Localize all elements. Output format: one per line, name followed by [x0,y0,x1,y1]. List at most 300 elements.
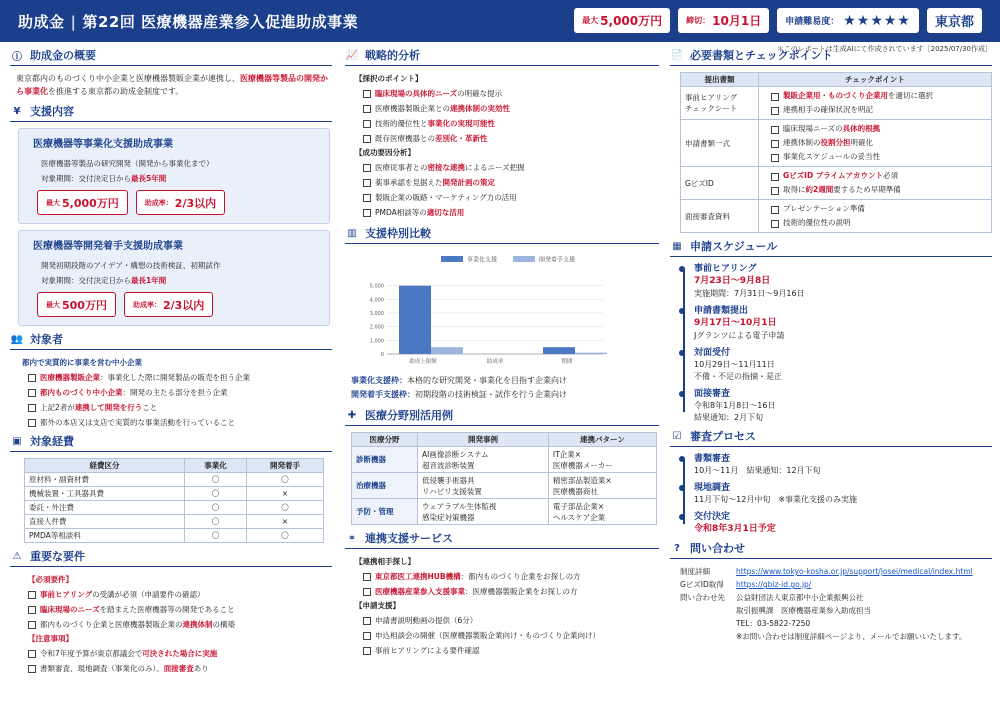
schedule-title: 申請書類提出 [694,306,749,316]
notice-item-text: 令和7年度予算が東京都議会で [40,649,143,658]
support-box-title: 医療機器等事業化支援助成事業 [33,139,173,150]
partner-label: 【連携相手探し】 [355,557,415,566]
support-box-title: 医療機器等開発着手支援助成事業 [33,241,183,252]
schedule-item [694,263,992,300]
case-example: 感染症対策機器 [422,512,475,522]
success-item-text: 薬事承認を見据えた [375,178,443,187]
schedule-date: 7月23日～9月8日 [694,276,771,286]
column-left [10,48,332,676]
doc-name [681,87,759,120]
point-item-highlight: 臨床現場の具体的ニーズ [375,89,458,98]
table-row [681,167,992,200]
schedule-detail: 10月29日～11月11日 [694,360,775,369]
target-item-highlight: 医療機器製販企業 [40,373,100,382]
support-box-pills [33,292,319,317]
table-cell: 原材料・副資材費 [25,473,185,487]
table-header-row [681,73,992,87]
target-sub: 都内で実質的に事業を営む中小企業 [22,358,142,367]
chart-x-tick: 助成上限額 [409,359,437,365]
doc-name-line: 面接審査資料 [685,211,730,221]
chart-icon: 📈 [345,49,359,61]
apply-item: 申込相談会の開催（医療機器製販企業向け・ものづくり企業向け） [345,628,659,643]
doc-check-text: 取得に [783,185,806,194]
table-header: 提出書類 [681,73,759,87]
cases-heading: ✚ 医療分野別活用例 [345,408,659,426]
partner-item-text: ：医療機器製販企業をお探しの方 [465,587,578,596]
table-cell: 〇 [185,529,247,543]
table-row [681,200,992,233]
support-box-desc: 医療機器等製品の研究開発（開発から事業化まで） [41,159,214,168]
table-header: 連携パターン [548,433,656,447]
contact-key [680,617,736,630]
case-pattern-line: ヘルスケア企業 [552,512,606,522]
success-item-text: 医療従事者との [375,163,428,172]
contact-link[interactable]: https://gbiz-id.go.jp/ [736,580,812,589]
review-title: 現地調査 [694,483,731,493]
handshake-icon: ⚭ [347,532,357,544]
compare-heading: ▥ 支援枠別比較 [345,226,659,244]
case-field: 治療機器 [352,473,418,499]
case-pattern-line: IT企業× [552,449,581,459]
contact-row [670,604,992,617]
target-item [10,400,332,415]
table-header: 医療分野 [352,433,418,447]
schedule-item [694,388,992,424]
chart-y-tick: 4,000 [369,297,384,304]
case-pattern [548,447,656,473]
doc-check-text: 臨床現場ニーズの [783,124,843,133]
point-item-highlight: 事業化の実現可能性 [427,119,495,128]
schedule-detail: 不備・不足の指摘・是正 [694,372,782,381]
table-cell: × [247,487,324,501]
partner-item-text: ：都内ものづくり企業をお探しの方 [460,572,581,581]
question-icon: ? [674,542,680,554]
chart-y-tick: 3,000 [369,311,384,317]
doc-checks [759,200,992,233]
bar-chart-icon: ▥ [347,227,357,239]
case-examples [418,473,549,499]
target-item-highlight: 都内ものづくり中小企業 [40,388,123,397]
doc-check-highlight: 役割分担 [820,138,851,147]
money-icon: ▣ [12,435,22,447]
rate-pill [124,292,213,317]
notice-item [10,646,332,661]
contact-row [670,565,992,578]
table-row [25,515,324,529]
doc-name [681,167,759,200]
max-value: 5,000万円 [62,196,119,210]
doc-checks [759,167,992,200]
must-item-text: 都内ものづくり企業と医療機器製販企業の [40,620,183,629]
must-item-highlight: 連携体制 [182,620,213,629]
success-item-highlight: 適切な活用 [426,208,465,217]
table-row [25,501,324,515]
doc-check [759,89,991,103]
doc-check-highlight: 約2週間 [805,185,834,194]
difficulty-badge: 申請難易度： ★★★★★ [777,8,919,33]
success-item-highlight: 密接な連携 [427,163,465,172]
table-header: 事業化 [185,459,247,473]
table-row [681,120,992,167]
compare-chart [351,250,611,368]
notice-item [10,661,332,676]
review-item [694,482,992,506]
support-box [18,230,330,326]
rate-value: 2/3以内 [162,298,205,312]
table-row [352,473,657,499]
schedule-heading: ▦ 申請スケジュール [670,239,992,257]
table-cell: 〇 [247,473,324,487]
max-amount-pill [37,190,128,215]
table-row [25,487,324,501]
notice-item-highlight: 面接審査 [163,664,194,673]
table-row [25,529,324,543]
docs-heading: 📄 必要書類とチェックポイント [670,48,992,66]
case-pattern-line: 精密部品製造業× [552,475,612,485]
page-header [0,0,1000,42]
table-cell: 〇 [247,529,324,543]
point-item-text: の明確な提示 [457,89,503,98]
table-header: 経費区分 [25,459,185,473]
period-label: 対象期間：交付決定日から [41,174,131,183]
must-item-highlight: 事前ヒアリング [40,590,93,599]
contact-key [680,630,736,643]
target-heading: 👥 対象者 [10,332,332,350]
doc-checks [759,120,992,167]
table-header: 開発着手 [247,459,324,473]
max-prefix: 最大 [46,300,60,309]
schedule-detail: Jグランツによる電子申請 [694,331,785,340]
must-item-highlight: 臨床現場のニーズ [40,605,100,614]
document-icon: 📄 [670,49,684,61]
review-item [694,511,992,536]
schedule-item [694,305,992,342]
schedule-detail: 令和8年1月8日～16日 [694,401,776,410]
target-item [10,370,332,385]
doc-name [681,200,759,233]
doc-check-text: 技術的優位性の説明 [783,218,851,227]
partner-item-highlight: 東京都医工連携HUB機構 [375,572,461,581]
target-item-text: ：開発の主たる部分を担う企業 [122,388,228,397]
page-title: 助成金 | 第22回 医療機器産業参入促進助成事業 [18,12,359,31]
table-cell: 機械装置・工具器具費 [25,487,185,501]
point-item [345,101,659,116]
max-amount-badge: 最大 5,000万円 [574,8,670,33]
doc-check [759,122,991,136]
case-pattern-line: 医療機器メーカー [552,460,613,470]
max-amount-pill [37,292,116,317]
doc-checks [759,87,992,120]
schedule-detail: 結果通知：2月下旬 [694,413,764,422]
column-right [670,48,992,643]
requirements-heading: ⚠ 重要な要件 [10,549,332,567]
success-item-highlight: 開発計画の策定 [442,178,495,187]
must-item [10,587,332,602]
period-value: 最長1年間 [131,276,167,285]
table-row [352,447,657,473]
table-row [352,499,657,525]
legend-label: 事業化支援 [467,256,498,264]
overview-text: 東京都内のものづくり中小企業と医療機器製販企業が連携し、医療機器等製品の開発から事業化を推進する東京都の助成金制度です。 [16,74,328,96]
target-item [10,415,332,430]
table-header-row [25,459,324,473]
chart-y-tick: 0 [380,352,384,358]
chart-y-tick: 1,000 [369,338,384,345]
doc-check [759,183,991,197]
docs-table [680,72,992,233]
doc-check-text: を適切に選択 [888,91,933,100]
support-box-pills [33,190,319,215]
doc-check-text: プレゼンテーション準備 [783,204,865,213]
region-badge: 東京都 [927,8,982,33]
table-header: 開発事例 [418,433,549,447]
table-cell: 〇 [185,515,247,529]
case-examples [418,447,549,473]
notice-item-highlight: 可決された場合に実施 [142,649,218,658]
success-item [345,160,659,175]
table-cell: 〇 [185,501,247,515]
target-item-text: 都外の本店又は支店で実質的な事業活動を行っていること [40,418,235,427]
schedule-detail: 実施期間：7月31日～9月16日 [694,289,805,298]
support-box-period [33,171,319,186]
table-cell: 〇 [185,487,247,501]
doc-check-text: 連携体制の [783,138,821,147]
doc-name-line: GビズID [685,178,714,188]
rate-prefix: 助成率： [132,300,161,309]
review-heading: ☑ 審査プロセス [670,429,992,447]
doc-name-line: 事前ヒアリング [685,93,738,102]
period-label: 対象期間：交付決定日から [41,276,131,285]
success-item [345,190,659,205]
support-heading: ¥ 支援内容 [10,104,332,122]
must-item-text: の受講が必須（申請要件の確認） [92,590,205,599]
contact-key: GビズID取得 [680,580,724,589]
doc-name-line: チェックシート [685,104,738,113]
warning-icon: ⚠ [12,550,22,562]
review-detail: 10月～11月 結果通知：12月下旬 [694,466,821,475]
doc-check-text: 連携相手の確保状況を明記 [783,105,873,114]
table-header-row [352,433,657,447]
notice-item-text: あり [193,664,209,673]
must-item [10,617,332,632]
point-item-highlight: 差別化・革新性 [435,134,488,143]
ai-note: ＊このレポートは生成AIにて作成されています［2025/07/30作成］ [776,45,992,53]
review-title: 交付決定 [694,512,731,522]
coop-heading: ⚭ 連携支援サービス [345,531,659,549]
target-item-text: 上記2者が [40,403,75,412]
case-example: ウェアラブル生体監視 [422,501,497,511]
legend-label: 開発着手支援 [539,256,576,264]
table-cell: PMDA等相談料 [25,529,185,543]
target-item-text: こと [142,403,158,412]
compare-desc-2: 開発着手支援枠：初期段階の技術検証・試作を行う企業向け [351,390,567,399]
contact-value: 公益財団法人東京都中小企業振興公社 [736,593,864,602]
doc-check [759,202,991,216]
table-cell: 委託・外注費 [25,501,185,515]
table-cell: × [247,515,324,529]
rate-prefix: 助成率： [144,198,173,207]
chart-y-tick: 2,000 [369,324,384,331]
case-examples [418,499,549,525]
table-cell: 〇 [185,473,247,487]
contact-value: 取引振興課 医療機器産業参入助成担当 [736,606,871,615]
must-item-text: の構築 [212,620,235,629]
doc-check [759,216,991,230]
doc-check-text: 事業化スケジュールの妥当性 [783,152,881,161]
case-pattern [548,473,656,499]
expenses-heading: ▣ 対象経費 [10,434,332,452]
point-item-text: 技術的優位性と [375,119,428,128]
schedule-date: 9月17日～10月1日 [694,318,777,328]
cases-table [351,432,657,525]
doc-check [759,169,991,183]
point-item [345,131,659,146]
compare-chart-svg [351,250,611,368]
doc-check [759,150,991,164]
contact-key [680,604,736,617]
point-item-text: 既存医療機器との [375,134,435,143]
target-item-highlight: 連携して開発を行う [74,403,143,412]
apply-item: 申請書説明動画の提供（6分） [345,613,659,628]
calendar-icon: ▦ [672,240,682,252]
rate-pill [136,190,225,215]
case-example: 超音波診断装置 [422,460,475,470]
review-timeline [670,453,992,536]
doc-check-highlight: 具体的根拠 [842,124,881,133]
case-pattern-line: 電子部品企業× [552,501,605,511]
medical-icon: ✚ [347,409,357,421]
max-value: 500万円 [62,298,107,312]
schedule-title: 面接審査 [694,389,731,399]
table-header: チェックポイント [759,73,992,87]
schedule-title: 対面受付 [694,348,731,358]
case-example: 低侵襲手術器具 [422,475,475,485]
partner-item [345,569,659,584]
contact-value: TEL：03-5822-7250 [736,619,811,628]
table-row [681,87,992,120]
review-date: 令和8年3月1日予定 [694,524,776,534]
case-field: 診断機器 [352,447,418,473]
doc-check [759,103,991,117]
point-item [345,86,659,101]
info-icon: ⓘ [12,51,22,63]
review-detail: 11月下旬～12月中旬 ※事業化支援のみ実施 [694,495,858,504]
contact-heading: ? 問い合わせ [670,541,992,559]
chart-bar [575,353,607,354]
doc-check [759,136,991,150]
contact-key: 制度詳細 [680,567,710,576]
case-example: リハビリ支援装置 [422,486,482,496]
case-field: 予防・管理 [352,499,418,525]
category-label: 助成金 [18,12,65,31]
notice-item-text: 書類審査、現地調査（事業化のみ）、 [40,664,164,673]
title-text: 第22回 医療機器産業参入促進助成事業 [82,12,359,31]
success-item [345,205,659,220]
people-icon: 👥 [10,333,24,345]
case-pattern-line: 医療機器商社 [552,486,598,496]
support-box-period [33,273,319,288]
legend-swatch [441,256,463,262]
compare-desc-1: 事業化支援枠：本格的な研究開発・事業化を目指す企業向け [351,376,567,385]
success-label: 【成功要因分析】 [355,148,415,157]
doc-name-line: 申請書類一式 [685,138,730,148]
apply-label: 【申請支援】 [355,601,400,610]
doc-name [681,120,759,167]
must-item [10,602,332,617]
success-item [345,175,659,190]
target-item-text: ：事業化した際に開発製品の販売を担う企業 [100,373,250,382]
period-value: 最長5年間 [131,174,167,183]
notice-label: 【注意事項】 [28,634,73,643]
yen-icon: ¥ [13,105,21,117]
success-item-text: PMDA相談等の [375,208,427,217]
expenses-table [24,458,324,543]
point-item-highlight: 連携体制の実効性 [450,104,510,113]
contact-row [670,578,992,591]
chart-y-tick: 5,000 [369,283,384,290]
table-row [25,473,324,487]
target-item [10,385,332,400]
contact-row [670,630,992,643]
legend-swatch [513,256,535,262]
overview-heading: ⓘ 助成金の概要 [10,48,332,66]
checklist-icon: ☑ [672,430,682,442]
support-box-desc: 開発初期段階のアイデア・構想の技術検証、初期試作 [41,261,221,270]
point-item [345,116,659,131]
contact-link[interactable]: https://www.tokyo-kosha.or.jp/support/josei/medical/index.html [736,567,973,576]
contact-row [670,591,992,604]
must-label: 【必須要件】 [28,575,73,584]
chart-bar [431,347,463,354]
doc-check-text: 要するため早期準備 [833,185,901,194]
review-title: 書類審査 [694,454,731,464]
partner-item [345,584,659,599]
schedule-item [694,347,992,383]
table-cell: 〇 [247,501,324,515]
table-cell: 直接人件費 [25,515,185,529]
max-prefix: 最大 [46,198,60,207]
case-pattern [548,499,656,525]
apply-item: 事前ヒアリングによる要件確認 [345,643,659,658]
point-item-text: 医療機器製販企業との [375,104,450,113]
difficulty-stars: ★★★★★ [843,12,911,29]
contact-row [670,617,992,630]
success-item-text: 製販企業の販路・マーケティング力の活用 [375,193,517,202]
schedule-title: 事前ヒアリング [694,264,757,274]
chart-bar [399,286,431,354]
chart-x-tick: 助成率 [486,359,504,365]
doc-check-text: 必須 [882,171,898,180]
success-item-text: によるニーズ把握 [465,163,525,172]
contact-value: ※お問い合わせは制度詳細ページより、メールでお願いいたします。 [736,632,967,641]
points-label: 【採択のポイント】 [355,74,423,83]
review-item [694,453,992,477]
must-item-text: を踏まえた医療機器等の開発であること [99,605,235,614]
support-box [18,128,330,224]
strategy-heading: 📈 戦略的分析 [345,48,659,66]
doc-check-highlight: GビズID プライムアカウント [783,171,883,180]
deadline-badge: 締切： 10月1日 [678,8,769,33]
contact-key: 問い合わせ先 [680,593,725,602]
column-middle [345,48,659,658]
case-example: AI画像診断システム [422,449,489,459]
partner-item-highlight: 医療機器産業参入支援事業 [375,587,465,596]
chart-bar [543,347,575,354]
chart-x-tick: 期間 [561,359,573,365]
doc-check-highlight: 製販企業用・ものづくり企業用 [783,91,888,100]
doc-check-text: 明確化 [850,138,873,147]
schedule-timeline [670,263,992,424]
